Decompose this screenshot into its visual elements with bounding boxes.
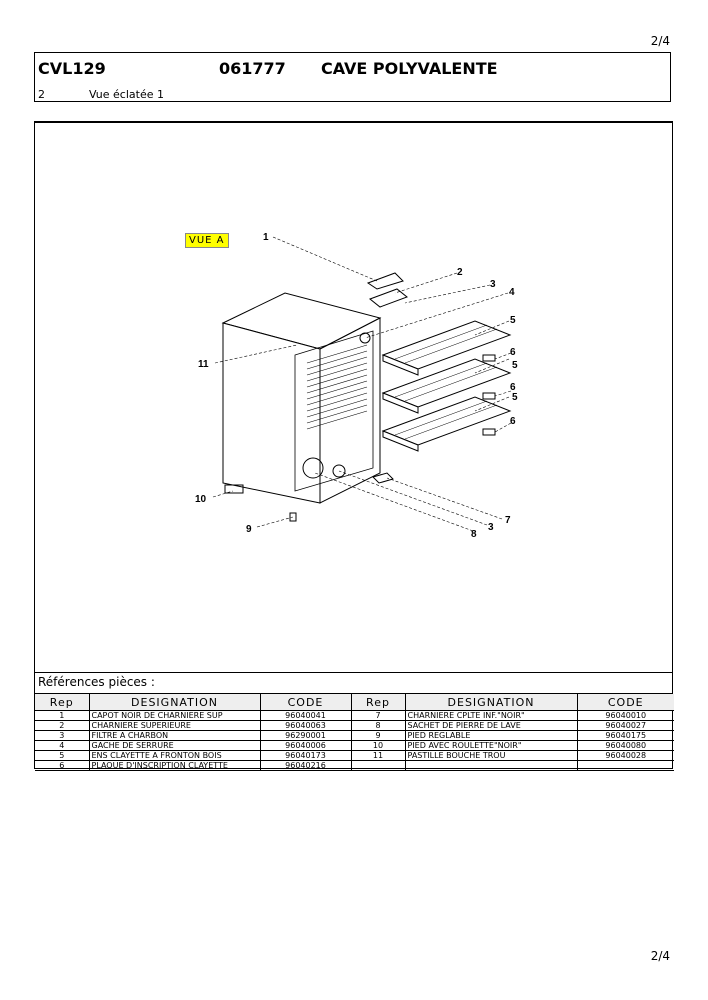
code-cell: 96040027 [577, 721, 674, 731]
column-header: CODE [260, 694, 351, 711]
designation-cell: PIED REGLABLE [405, 731, 577, 741]
rep-cell: 7 [351, 711, 405, 721]
designation-cell: GACHE DE SERRURE [89, 741, 260, 751]
designation-cell: PIED AVEC ROULETTE"NOIR" [405, 741, 577, 751]
rep-cell: 6 [35, 761, 89, 771]
column-header: Rep [351, 694, 405, 711]
table-row [35, 731, 674, 741]
designation-cell: FILTRE A CHARBON [89, 731, 260, 741]
code-cell: 96040173 [260, 751, 351, 761]
designation-cell [405, 761, 577, 771]
model-number: CVL129 [38, 59, 106, 78]
callout-label: 3 [488, 522, 494, 533]
callout-label: 6 [510, 382, 516, 393]
callout-label: 3 [490, 279, 496, 290]
page-number-top: 2/4 [650, 34, 670, 48]
code-cell [577, 761, 674, 771]
designation-cell: CHARNIERE SUPERIEURE [89, 721, 260, 731]
code-cell: 96040041 [260, 711, 351, 721]
view-label: VUE A [185, 233, 229, 248]
table-row [35, 711, 674, 721]
callout-label: 6 [510, 347, 516, 358]
callout-label: 5 [512, 360, 518, 371]
rep-cell: 4 [35, 741, 89, 751]
code-cell: 96040028 [577, 751, 674, 761]
section-number: 2 [38, 88, 45, 101]
callout-label: 4 [509, 287, 515, 298]
designation-cell: ENS CLAYETTE A FRONTON BOIS [89, 751, 260, 761]
code-cell: 96040006 [260, 741, 351, 751]
designation-cell: SACHET DE PIERRE DE LAVE [405, 721, 577, 731]
parts-references [34, 673, 673, 769]
callout-label: 8 [471, 529, 477, 540]
rep-cell: 10 [351, 741, 405, 751]
rep-cell [351, 761, 405, 771]
rep-cell: 5 [35, 751, 89, 761]
code-cell: 96040216 [260, 761, 351, 771]
code-cell: 96040063 [260, 721, 351, 731]
exploded-view-illustration [35, 123, 672, 671]
document-header [34, 52, 671, 102]
column-header: DESIGNATION [89, 694, 260, 711]
designation-cell: PASTILLE BOUCHE TROU [405, 751, 577, 761]
callout-label: 1 [263, 232, 269, 243]
references-title: Références pièces : [35, 673, 672, 694]
table-row [35, 751, 674, 761]
page-number-bottom: 2/4 [650, 949, 670, 963]
product-code: 061777 [219, 59, 286, 78]
rep-cell: 2 [35, 721, 89, 731]
product-title: CAVE POLYVALENTE [321, 59, 498, 78]
section-name: Vue éclatée 1 [89, 88, 164, 101]
designation-cell: CAPOT NOIR DE CHARNIERE SUP [89, 711, 260, 721]
table-row [35, 741, 674, 751]
column-header: CODE [577, 694, 674, 711]
designation-cell: PLAQUE D'INSCRIPTION CLAYETTE [89, 761, 260, 771]
table-row [35, 721, 674, 731]
callout-label: 10 [195, 494, 207, 505]
rep-cell: 11 [351, 751, 405, 761]
callout-label: 9 [246, 524, 252, 535]
rep-cell: 1 [35, 711, 89, 721]
callout-label: 5 [512, 392, 518, 403]
column-header: DESIGNATION [405, 694, 577, 711]
code-cell: 96040175 [577, 731, 674, 741]
exploded-view-drawing [34, 121, 673, 673]
callout-label: 11 [198, 359, 209, 370]
callout-label: 6 [510, 416, 516, 427]
designation-cell: CHARNIERE CPLTE INF."NOIR" [405, 711, 577, 721]
code-cell: 96040010 [577, 711, 674, 721]
callout-label: 7 [505, 515, 511, 526]
table-row [35, 761, 674, 771]
callout-label: 2 [457, 267, 463, 278]
rep-cell: 8 [351, 721, 405, 731]
code-cell: 96290001 [260, 731, 351, 741]
column-header: Rep [35, 694, 89, 711]
rep-cell: 9 [351, 731, 405, 741]
parts-table [35, 694, 674, 771]
code-cell: 96040080 [577, 741, 674, 751]
rep-cell: 3 [35, 731, 89, 741]
table-header-row [35, 694, 674, 711]
callout-label: 5 [510, 315, 516, 326]
